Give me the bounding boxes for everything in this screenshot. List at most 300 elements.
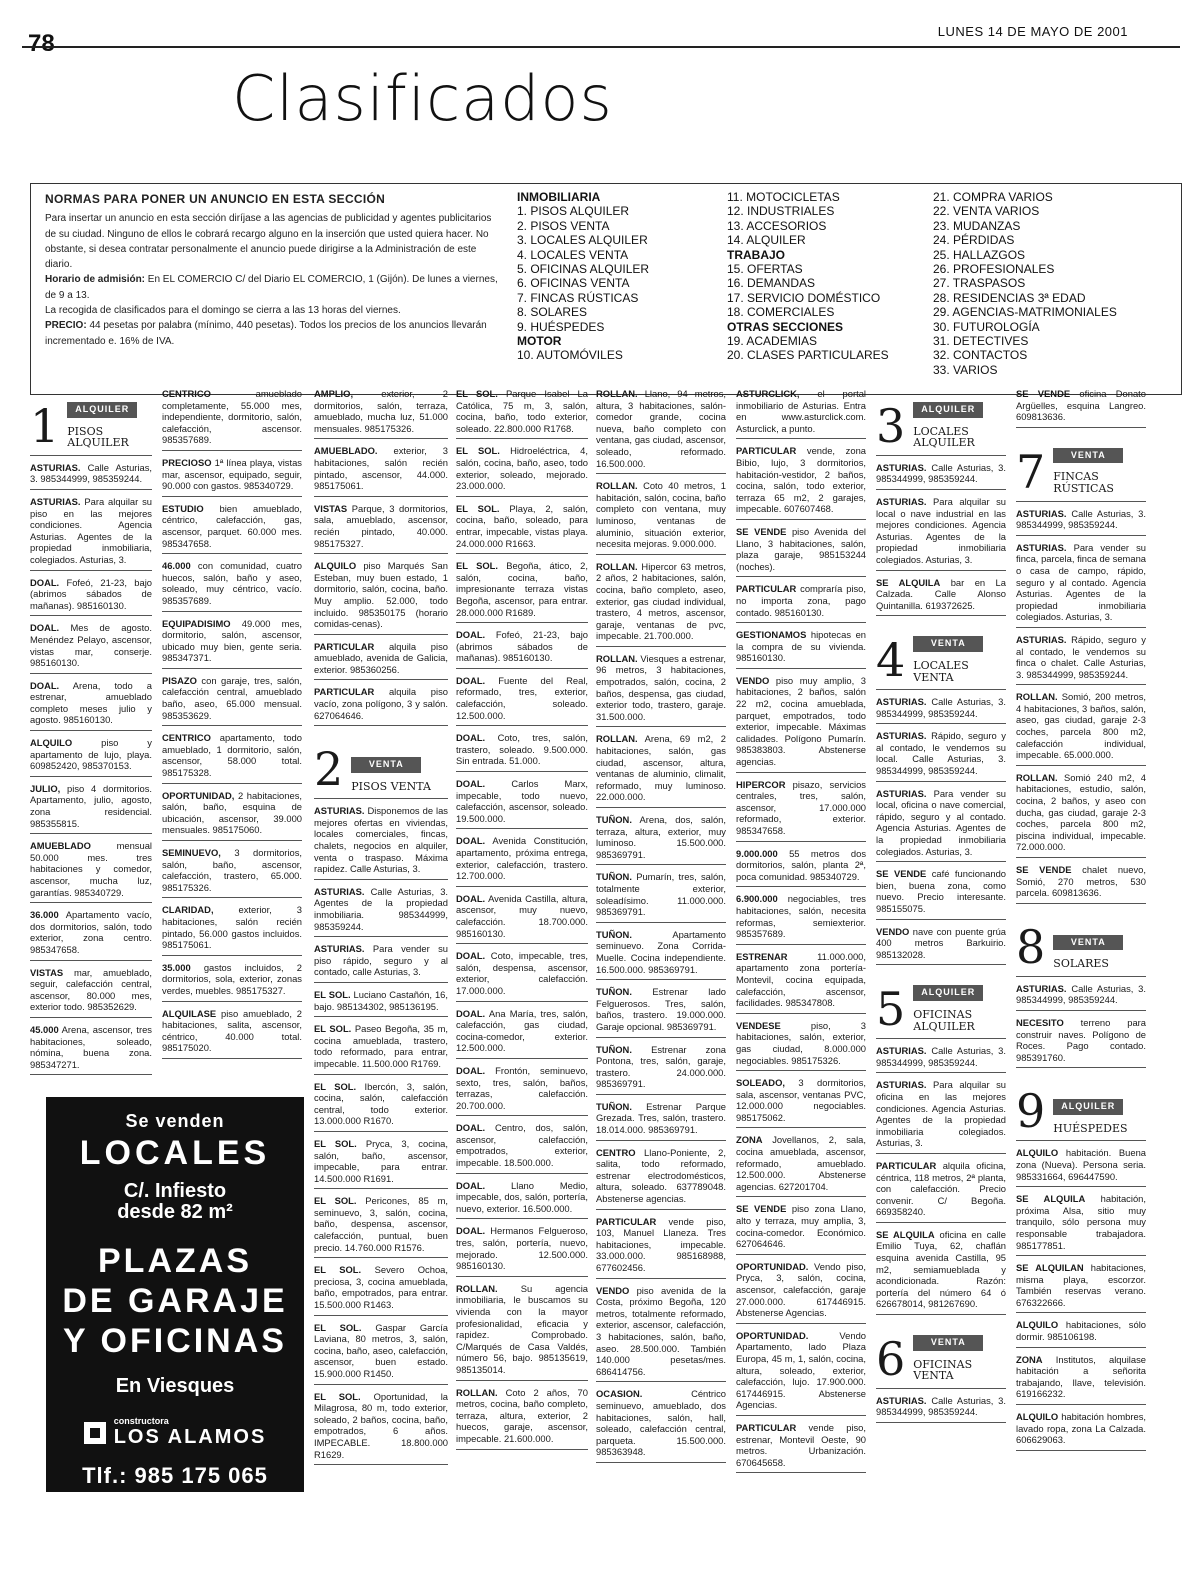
ad-text: habitación, próxima Alsa, sitio muy tranquilo, sólo persona muy responsable trabajadora. 985177851. [1016, 1193, 1146, 1251]
ad-keyword: PARTICULAR [876, 1159, 937, 1171]
ad-text: pisazo, servicios centrales, tres, salón, ascensor, 17.000.000 reformado, exterior. 985347658. [736, 778, 866, 836]
classified-ad [736, 445, 866, 520]
ad-text: Calle Asturias, 3. 985344999, 985359244. [876, 461, 1006, 485]
section-name: PISOS VENTA [351, 779, 431, 793]
classified-ad [456, 629, 588, 669]
classified-ad [314, 1322, 448, 1385]
ad-text: Arena, 69 m2, 2 habitaciones, salón, gas ciudad, ascensor, altura, ventanas de aluminio, climalit, reformado, muy luminoso. 22.000.000. [596, 733, 726, 803]
classified-ad [736, 1020, 866, 1071]
classified-ad [596, 1044, 726, 1095]
index-entry: 13. ACCESORIOS [727, 218, 827, 233]
ad-keyword: ROLLAN. [596, 560, 638, 572]
ad-text: Somió, 200 metros, 4 habitaciones, 3 baños, salón, aseo, gas ciudad, garaje 2-3 coches, parcela 800 m2, calefacción individual, impecable. 65.000.000. [1016, 691, 1146, 761]
ad-keyword: ASTURIAS. [1016, 633, 1067, 645]
index-column-3 [933, 190, 1117, 377]
price-text: 44 pesetas por palabra (mínimo, 440 pesetas). Todos los precios de los anuncios llevarán incrementado e. 16% de IVA. [45, 320, 487, 347]
section-tag: VENTA [913, 636, 983, 652]
classified-ad [456, 835, 588, 886]
ad-keyword: 36.000 [30, 909, 59, 921]
classified-ad [736, 1330, 866, 1416]
ad-text: Apartamento vacío, dos dormitorios, salón, todo exterior, zona centro. 985347658. [30, 909, 153, 955]
index-entry: 27. TRASPASOS [933, 276, 1026, 291]
classified-ad [736, 526, 866, 577]
index-entry: 31. DETECTIVES [933, 334, 1029, 349]
ad-text: 55 metros dos dormitorios, salón, planta 2ª, poca comunidad. 985340729. [736, 847, 867, 882]
classified-ad [736, 779, 866, 842]
ad-keyword: AMUEBLADO [30, 840, 91, 852]
issue-date: LUNES 14 DE MAYO DE 2001 [937, 24, 1128, 39]
ad-text: Llano Medio, impecable, dos, salón, portería, nuevo, exterior. 16.500.000. [456, 1179, 588, 1214]
classified-ad [1016, 388, 1146, 428]
brand-logo-icon [84, 1422, 106, 1444]
ad-keyword: ROLLAN. [596, 652, 638, 664]
ad-text: habitación hombres, lavado ropa, zona La Calzada. 606629063. [1016, 1411, 1146, 1446]
index-entry: 33. VARIOS [933, 362, 998, 377]
ad-keyword: EL SOL. [314, 1023, 352, 1035]
ad-text: alquila piso amueblado, avenida de Galicia, exterior. 985360256. [314, 640, 448, 675]
index-entry: 3. LOCALES ALQUILER [517, 233, 648, 248]
classified-ad [876, 1395, 1006, 1423]
classified-ad [162, 904, 302, 955]
classified-ad [314, 943, 448, 983]
section-number: 6 [876, 1331, 906, 1386]
ad-text: Viesques a estrenar, 96 metros, 3 habitaciones, empotrados, salón, cocina, 2 baños, despensa, gas ciudad, exterior todo, trastero, garaje. 31.500.000. [596, 652, 726, 722]
ad-keyword: SE VENDE [1016, 388, 1071, 399]
ad-text: habitaciones, misma playa, escorzor. También reservas verano. 676322666. [1016, 1262, 1146, 1308]
classified-ad [876, 868, 1006, 919]
classified-ad [456, 1122, 588, 1173]
ad-text: bien amueblado, céntrico, calefacción, gas, ascensor, parquet. 60.000 mes. 985347658. [162, 502, 303, 549]
ad-keyword: 45.000 [30, 1023, 59, 1035]
ad-text: Céntrico seminuevo, amueblado, dos habitaciones, salón, hall, soleado, calefacción central, parqueta. 15.500.000. 985363948. [596, 1388, 726, 1458]
ad-text: Pumarín, tres, salón, totalmente exterior, soleadísimo. 11.000.000. 985369791. [596, 871, 726, 918]
classified-ad [1016, 1354, 1146, 1405]
ad-text: piso amueblado, 2 habitaciones, salita, ascensor, céntrico, 40.000 total. 985175020. [162, 1007, 302, 1054]
ad-keyword: OPORTUNIDAD, [162, 789, 235, 801]
ad-list [876, 1395, 1006, 1423]
ad-keyword: ASTURIAS. [30, 495, 81, 507]
classified-ad [456, 1180, 588, 1220]
ad-list [596, 388, 726, 1463]
index-entry: 26. PROFESIONALES [933, 262, 1055, 277]
classified-ad [162, 618, 302, 669]
classified-ad [596, 986, 726, 1037]
rules-title: NORMAS PARA PONER UN ANUNCIO EN ESTA SECCIÓN [45, 192, 386, 206]
index-entry: 16. DEMANDAS [727, 276, 816, 291]
ad-keyword: 6.900.000 [736, 893, 778, 905]
ad-keyword: EL SOL. [314, 1137, 357, 1149]
section-header-pisos-venta [314, 732, 448, 799]
ad-keyword: SE ALQUILAN [1016, 1262, 1084, 1274]
ad-keyword: EL SOL. [314, 1321, 362, 1333]
promo-line-1: Se venden [125, 1111, 225, 1131]
ad-keyword: ASTURIAS. [876, 730, 927, 742]
ad-list [30, 462, 152, 1076]
ad-text: Hidroeléctrica, 4, salón, cocina, baño, aseo, todo exterior, soleado, mejorado. 23.000.000. [456, 445, 589, 492]
classified-ad [876, 462, 1006, 490]
ad-keyword: NECESITO [1016, 1016, 1064, 1028]
classified-ad [456, 778, 588, 829]
ad-text: Calle Asturias, 3. 985344999, 985359244. [1016, 507, 1146, 531]
section-name: OFICINAS VENTA [913, 1357, 973, 1383]
classified-ad [162, 388, 302, 451]
column-3 [314, 388, 448, 1471]
ad-text: con garaje, tres, salón, calefacción central, amueblado baño, aseo, 65.000 mensual. 985353629. [162, 674, 302, 721]
ad-keyword: ASTURIAS. [1016, 541, 1067, 553]
section-name: HUÉSPEDES [1053, 1121, 1128, 1135]
index-entry: 2. PISOS VENTA [517, 218, 610, 233]
ad-text: piso, 3 habitaciones, salón, exterior, gas ciudad, 8.000.000 negociables. 985175326. [736, 1019, 867, 1066]
classified-ad [736, 388, 866, 439]
column-1 [30, 388, 152, 1081]
ad-keyword: ALQUILO [1016, 1411, 1059, 1423]
section-tag: VENTA [1053, 448, 1123, 464]
classified-ad [596, 733, 726, 808]
ad-text: Carlos Marx, impecable, todo nuevo, calefacción, ascensor, soleado. 19.500.000. [456, 778, 588, 824]
section-tag: ALQUILER [1053, 1099, 1123, 1115]
section-tag: VENTA [351, 757, 421, 773]
classified-ad [876, 730, 1006, 781]
index-entry: 1. PISOS ALQUILER [517, 204, 630, 219]
ad-text: Para vender su local, oficina o nave comercial, rápido, seguro y al contado. Agencia Asturias. Agentes de la propiedad inmobiliaria colegiados. Asturias, 3. [876, 787, 1006, 857]
section-tag: VENTA [1053, 935, 1123, 951]
ad-list [876, 1045, 1006, 1315]
classified-ad [162, 675, 302, 726]
ad-keyword: PARTICULAR [736, 1421, 797, 1433]
ad-keyword: ROLLAN. [1016, 691, 1058, 703]
ad-keyword: CENTRO [596, 1146, 636, 1158]
classified-ad [736, 1203, 866, 1254]
classified-ad [456, 388, 588, 439]
ad-text: Jovellanos, 2, sala, cocina amueblada, ascensor, reformado, amueblado. 12.500.000. Abstenerse agencias. 627201704. [736, 1134, 866, 1192]
promo-line-3b: desde 82 m² [117, 1201, 233, 1223]
ad-keyword: PARTICULAR [596, 1215, 657, 1227]
ad-text: vende, zona Bibio, lujo, 3 dormitorios, habitación-vestidor, 2 baños, cocina, salón, todo exterior, terraza 65 m2, 2 garajes, impecable. 607607468. [736, 445, 866, 515]
ad-keyword: OCASION. [596, 1388, 643, 1400]
ad-text: Para alquilar su oficina en las mejores condiciones. Agencia Asturias. Agentes de la propiedad inmobiliaria colegiados. Asturias, 3. [876, 1079, 1006, 1149]
ad-text: Severo Ochoa, preciosa, 3, cocina amueblada, baño, empotrados, para entrar. 15.500.000 R1463. [314, 1264, 448, 1311]
ad-keyword: PARTICULAR [736, 445, 797, 457]
ad-keyword: ROLLAN. [596, 733, 638, 745]
ad-text: Llano, 94 metros, altura, 3 habitaciones, salón-comedor grande, cocina nueva, baño completo con ventana, gas ciudad, ascensor, soleado, reformado. 16.500.000. [596, 388, 727, 469]
classified-ad [30, 622, 152, 673]
column-7 [876, 388, 1006, 1429]
rules-block [45, 192, 501, 349]
ad-keyword: ASTURIAS. [876, 1394, 927, 1406]
ad-text: Arena, ascensor, tres habitaciones, soleado, nómina, buena zona. 985347271. [30, 1023, 152, 1070]
classified-ad [1016, 983, 1146, 1011]
index-entry: 11. MOTOCICLETAS [727, 190, 840, 204]
classified-ad [736, 1077, 866, 1128]
ad-text: 3 dormitorios, sala, ascensor, ventanas PVC, 12.000.000 negociables. 985175062. [736, 1077, 866, 1123]
classified-ad [162, 503, 302, 554]
ad-keyword: PARTICULAR [314, 640, 375, 652]
ad-keyword: VENDO [876, 925, 910, 937]
ad-text: Avenida Castilla, altura, ascensor, muy nuevo, calefacción. 18.700.000. 985160130. [456, 892, 588, 939]
column-5 [596, 388, 726, 1469]
classified-ad [1016, 1262, 1146, 1313]
classified-ad [876, 1045, 1006, 1073]
ad-text: 3 dormitorios, salón, baño, ascensor, calefacción, trastero, 65.000. 985175326. [162, 847, 302, 893]
ad-keyword: DOAL. [456, 674, 486, 686]
hours-label: Horario de admisión: [45, 274, 146, 286]
ad-text: Ana María, tres, salón, calefacción, gas ciudad, cocina-comedor, exterior. 12.500.000. [456, 1007, 588, 1054]
ad-keyword: EL SOL. [456, 560, 498, 572]
ad-text: Parque, 3 dormitorios, sala, amueblado, ascensor, recién pintado, 40.000. 985175327. [314, 502, 449, 549]
classified-ad [1016, 691, 1146, 766]
ad-keyword: TUÑON. [596, 986, 632, 998]
index-column-2 [727, 190, 889, 363]
ad-keyword: EL SOL. [314, 1080, 357, 1092]
index-entry: 21. COMPRA VARIOS [933, 190, 1053, 204]
ad-text: oficina en calle Emilio Tuya, 62, chaflán esquina avenida Castilla, 95 m2, semiamueblada y acondicionada. Razón: portería del número 64 ó 626678014, 981267690. [876, 1228, 1006, 1310]
section-header-pisos-alquiler [30, 388, 152, 456]
ad-text: Calle Asturias, 3. 985344999, 985359244. [30, 461, 152, 485]
ad-keyword: PARTICULAR [736, 583, 797, 595]
ad-list [1016, 508, 1146, 904]
classified-ad [30, 737, 152, 777]
classified-ad [314, 805, 448, 880]
ad-text: Frontón, seminuevo, sexto, tres, salón, baños, terrazas, calefacción. 20.700.000. [456, 1064, 588, 1111]
ad-text: Para alquilar su local o nave industrial en las mejores condiciones. Agencia Asturias. Agentes de la propiedad inmobiliaria colegiados. Asturias, 3. [876, 495, 1006, 565]
ad-keyword: ALQUILO [314, 560, 357, 572]
ad-keyword: ESTUDIO [162, 502, 204, 514]
classified-ad [736, 951, 866, 1014]
classified-ad [1016, 542, 1146, 628]
ad-text: café funcionando bien, buena zona, como nuevo. Precio interesante. 985155075. [876, 868, 1006, 914]
index-entry: 22. VENTA VARIOS [933, 204, 1040, 219]
section-name: LOCALES VENTA [913, 658, 969, 684]
classified-ad [162, 1008, 302, 1059]
brand-caption: constructora [113, 1416, 169, 1426]
ad-text: alquila oficina, céntrica, 118 metros, 2ª planta, con calefacción. Precio convenir. C/ Begoña. 669358240. [876, 1159, 1006, 1218]
ad-keyword: VENDO [596, 1284, 630, 1296]
index-entry: 12. INDUSTRIALES [727, 204, 835, 219]
classified-ad [314, 560, 448, 635]
promo-advertisement [46, 1097, 304, 1492]
rules-paragraph-3: La recogida de clasificados para el domingo se cierra a las 13 horas del viernes. [45, 305, 401, 317]
ad-text: Oportunidad, la Milagrosa, 80 m, todo exterior, soleado, 2 baños, cocina, baño, empotrados, 6 años. IMPECABLE. 18.800.000 R1629. [314, 1390, 448, 1460]
ad-keyword: ROLLAN. [596, 388, 638, 399]
ad-keyword: ASTURIAS. [876, 1079, 927, 1091]
section-name: PISOS ALQUILER [67, 424, 129, 450]
ad-text: amueblado completamente, 55.000 mes, independiente, dormitorio, salón, calefacción, ascensor. 985357689. [162, 388, 302, 446]
ad-text: piso 4 dormitorios. Apartamento, julio, agosto, zona residencial. 985355815. [30, 782, 153, 829]
classified-ad [456, 503, 588, 554]
classified-ad [456, 732, 588, 772]
index-entry: MOTOR [517, 334, 562, 349]
section-header-solares [1016, 910, 1146, 977]
ad-keyword: TUÑON. [596, 871, 632, 883]
ad-text: Pericones, 85 m, seminuevo, 3, salón, cocina, baño, despensa, ascensor, calefacción, puntual, buen precio. 14.760.000 R1576. [314, 1195, 448, 1253]
ad-keyword: 35.000 [162, 961, 191, 973]
classified-ad [1016, 1319, 1146, 1347]
index-entry: 14. ALQUILER [727, 233, 806, 248]
classified-ad [456, 1008, 588, 1059]
classified-ad [162, 790, 302, 841]
section-tag: ALQUILER [913, 985, 983, 1001]
ad-keyword: VISTAS [30, 966, 64, 978]
classified-ad [596, 1147, 726, 1210]
ad-keyword: VISTAS [314, 502, 348, 514]
classified-ad [876, 788, 1006, 863]
classified-ad [596, 561, 726, 647]
ad-text: habitaciones, sólo dormir. 985106198. [1016, 1319, 1146, 1343]
classified-ad [456, 1283, 588, 1381]
index-entry: 10. AUTOMÓVILES [517, 348, 623, 363]
classified-ad [596, 653, 726, 728]
section-number: 4 [876, 633, 906, 688]
classified-ad [596, 929, 726, 980]
ad-text: Playa, 2, salón, cocina, baño, soleado, para entrar, impecable, vistas playa. 24.000.000 R1663. [456, 502, 588, 549]
index-entry: 5. OFICINAS ALQUILER [517, 262, 650, 277]
ad-text: Hipercor 63 metros, 2 años, 2 habitaciones, salón, cocina, baño completo, aseo, exterior, gas ciudad individual, trastero, 4 metros, ascensor, garaje, ventanas de pvc, impecable. 21.700.000. [596, 560, 727, 642]
classified-ad [876, 1229, 1006, 1315]
classified-ad [596, 388, 726, 474]
ad-text: Coto, impecable, tres, salón, despensa, ascensor, exterior, calefacción. 17.000.000. [456, 950, 589, 996]
ad-text: hipotecas en la compra de su vivienda. 985160130. [736, 629, 867, 664]
classified-ad [596, 871, 726, 922]
ad-keyword: 46.000 [162, 560, 191, 572]
promo-line-4c: Y OFICINAS [63, 1322, 287, 1360]
ad-text: Arena, dos, salón, terraza, altura, exterior, muy luminoso. 15.500.000. 985369791. [596, 814, 726, 860]
ad-text: con comunidad, cuatro huecos, salón, baño y aseo, soleado, muy céntrico, vacío. 985357689. [162, 560, 302, 606]
ad-list [876, 462, 1006, 617]
ad-keyword: TUÑON. [596, 814, 632, 825]
ad-keyword: DOAL. [456, 835, 486, 847]
ad-text: mensual 50.000 mes. tres habitaciones y comedor, ascensor, mucha luz, garantías. 985340729. [30, 840, 152, 898]
ad-keyword: TUÑON. [596, 928, 632, 940]
ad-keyword: ESTRENAR [736, 950, 788, 962]
ad-text: Coto, tres, salón, trastero, soleado. 9.500.000. Sin entrada. 51.000. [456, 732, 588, 767]
classified-ad [30, 909, 152, 960]
classified-ad [1016, 1147, 1146, 1187]
ad-text: Rápido, seguro y al contado, le vendemos su finca o chalet. Calle Asturias, 3. 985344999, 985359244. [1016, 633, 1146, 680]
ad-text: 11.000.000, apartamento zona portería-Montevil, cocina equipada, calefacción, ascensor, facilidades. 985347808. [736, 950, 866, 1009]
index-column-1 [517, 190, 649, 363]
section-header-huespedes [1016, 1074, 1146, 1141]
promo-line-4a: PLAZAS [98, 1242, 252, 1280]
classified-ad [456, 1225, 588, 1276]
promo-line-3a: C/. Infiesto [123, 1180, 227, 1202]
ad-text: Apartamento seminuevo. Zona Corrida-Muelle. Cocina independiente. 16.500.000. 985369791. [596, 928, 726, 975]
classified-ad [314, 686, 448, 726]
index-entry: 19. ACADEMIAS [727, 334, 818, 349]
ad-keyword: DOAL. [456, 1179, 486, 1191]
classified-ad [736, 848, 866, 888]
ad-keyword: AMUEBLADO. [314, 445, 378, 457]
ad-keyword: ASTURIAS. [314, 805, 365, 817]
classified-ad [30, 783, 152, 834]
ad-text: Mes de agosto. Menéndez Pelayo, ascensor, vistas mar, conserje. 985160130. [30, 622, 152, 669]
ad-text: exterior, 2 dormitorios, salón, terraza, amueblado, mucha luz, 51.000 mensuales. 985175326. [314, 388, 448, 434]
ad-text: Ibercón, 3, salón, cocina, salón, calefacción central, todo exterior. 13.000.000 R1670. [314, 1080, 449, 1127]
section-name: OFICINAS ALQUILER [913, 1007, 975, 1033]
ad-keyword: PISAZO [162, 674, 197, 686]
ad-text: chalet nuevo, Somió, 270 metros, 530 parcela. 609813636. [1016, 864, 1146, 899]
ad-text: Para alquilar su piso en las mejores condiciones. Agencia Asturias. Agentes de la propiedad inmobiliaria, colegiados. Asturias, 3. [30, 495, 153, 565]
ad-text: Calle Asturias, 3. 985344999, 985359244. [876, 1394, 1006, 1418]
column-8 [1016, 388, 1146, 1457]
ad-keyword: EL SOL. [456, 502, 500, 514]
ad-text: vende piso, estrenar, Montevil Oeste, 90 metros. Urbanización. 670645658. [736, 1421, 866, 1468]
section-header-locales-alquiler [876, 388, 1006, 456]
classified-ad [314, 388, 448, 439]
section-header-fincas-rusticas [1016, 434, 1146, 502]
ad-text: nave con puente grúa 400 metros Barkuirio. 985132028. [876, 925, 1007, 960]
classified-ad [1016, 1017, 1146, 1068]
section-number: 8 [1016, 919, 1046, 974]
ad-text: mar, amueblado, seguir, calefacción central, ascensor, 80.000 mes, exterior todo. 985352629. [30, 966, 152, 1013]
ad-keyword: ASTURIAS. [30, 461, 81, 473]
promo-line-2: LOCALES [79, 1134, 271, 1172]
ad-text: exterior, 3 habitaciones, salón recién pintado, 56.000 gastos incluidos. 985175061. [162, 904, 302, 951]
ad-keyword: 9.000.000 [736, 847, 778, 859]
classified-ad [314, 1081, 448, 1132]
ad-keyword: EL SOL. [314, 988, 351, 1000]
index-entry: 17. SERVICIO DOMÉSTICO [727, 290, 881, 305]
ad-keyword: DOAL. [456, 1122, 486, 1134]
classified-ad [596, 814, 726, 865]
classified-ad [1016, 1411, 1146, 1451]
ad-text: Vendo piso, Pryca, 3, salón, cocina, ascensor, calefacción, garaje 27.000.000. 617446915. Abstenerse Agencias. [736, 1260, 867, 1319]
index-entry: TRABAJO [727, 247, 786, 262]
classified-ad [314, 1023, 448, 1074]
classified-ad [876, 577, 1006, 617]
ad-text: Pryca, 3, cocina, salón, baño, ascensor, impecable, para entrar. 14.500.000 R1691. [314, 1137, 449, 1184]
classified-ad [736, 1134, 866, 1197]
ad-text: bar en La Calzada. Calle Alonso Quintanilla. 619372625. [876, 576, 1006, 611]
ad-keyword: SEMINUEVO, [162, 847, 221, 858]
classified-ad [1016, 1193, 1146, 1256]
ad-text: 49.000 mes, dormitorio, salón, ascensor, ubicado muy bien, gente seria. 985347371. [162, 617, 302, 664]
ad-keyword: DOAL. [456, 1225, 486, 1237]
ad-keyword: DOAL. [456, 778, 486, 790]
ad-text: el portal inmobiliario de Asturias. Entra en www.asturclick.com. Asturclick, a punto. [736, 388, 867, 434]
index-entry: 7. FINCAS RÚSTICAS [517, 290, 639, 305]
classified-ad [30, 496, 152, 571]
ad-text: compraría piso, no importa zona, pago contado. 985160130. [736, 583, 866, 618]
classified-ad [736, 629, 866, 669]
ad-list [876, 696, 1006, 965]
index-entry: 4. LOCALES VENTA [517, 247, 629, 262]
rules-hours [45, 272, 501, 303]
index-entry: 6. OFICINAS VENTA [517, 276, 630, 291]
ad-text: Coto 40 metros, 1 habitación, salón, cocina, baño completo con ventana, muy luminoso, ventanas de aluminio, situación exterior, necesita mejoras. 9.000.000. [596, 480, 726, 550]
ad-text: Disponemos de las mejores ofertas en viviendas, locales comerciales, fincas, chalets, negocios en alquiler, venta o traspaso. Máxima rapidez. Calle Asturias, 3. [314, 805, 448, 875]
ad-text: negociables, tres habitaciones, salón, necesita reformas, semiexterior. 985357689. [736, 893, 866, 940]
ad-list [162, 388, 302, 1059]
ad-text: Estrenar Parque Grezada. Tres, salón, trastero. 18.014.000. 985369791. [596, 1100, 726, 1136]
classified-ad [736, 583, 866, 623]
ad-text: 2 habitaciones, salón, baño, esquina de ubicación, ascensor, 39.000 mensuales. 985175060. [162, 789, 302, 836]
classified-ad [596, 480, 726, 555]
ad-text: piso zona Llano, alto y terraza, muy amplia, 3, cocina-comedor. Económico. 627064646. [736, 1203, 866, 1250]
classified-ad [876, 1079, 1006, 1154]
section-tag: ALQUILER [913, 402, 983, 418]
classified-ad [1016, 864, 1146, 904]
ad-text: Calle Asturias, 3. 985344999, 985359244. [876, 1045, 1006, 1068]
ad-keyword: SE ALQUILA [876, 1228, 935, 1240]
classified-ad [314, 1391, 448, 1466]
ad-keyword: ALQUILASE [162, 1007, 217, 1019]
ad-keyword: ROLLAN. [456, 1386, 498, 1398]
classified-ad [876, 696, 1006, 724]
ad-keyword: SE VENDE [1016, 864, 1072, 875]
ad-keyword: ALQUILO [1016, 1319, 1059, 1331]
promo-brand [46, 1416, 304, 1449]
classified-ad [456, 445, 588, 496]
